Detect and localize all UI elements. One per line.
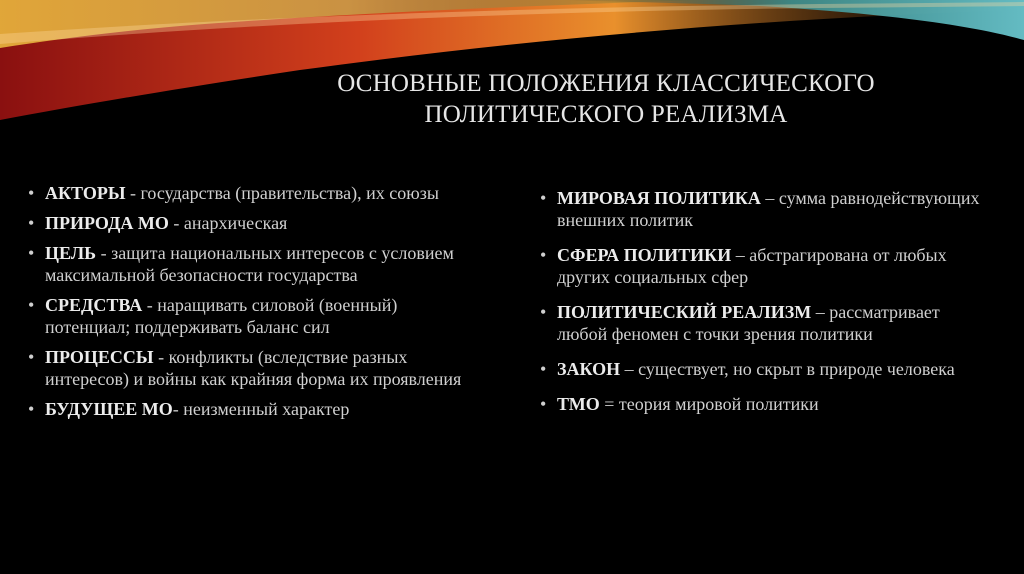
bullet-description: – сумма равнодействующих внешних политик (557, 188, 980, 230)
bullet-item (540, 187, 980, 231)
bullet-description: - анархическая (168, 213, 288, 233)
slide-title-line-1: ОСНОВНЫЕ ПОЛОЖЕНИЯ КЛАССИЧЕСКОГО (337, 70, 875, 97)
bullet-icon: • (28, 295, 35, 315)
bullet-icon: • (540, 302, 547, 322)
bullet-term: ПОЛИТИЧЕСКИЙ РЕАЛИЗМ (557, 302, 812, 322)
right-bullet-list (540, 187, 980, 428)
bullet-item (28, 212, 468, 234)
bullet-item (540, 244, 980, 288)
bullet-term: АКТОРЫ (45, 183, 126, 203)
bullet-description: - государства (правительства), их союзы (125, 183, 439, 203)
bullet-icon: • (28, 347, 35, 367)
bullet-description: - защита национальных интересов с условием максимальной безопасности государства (45, 243, 454, 285)
bullet-item (28, 182, 468, 204)
bullet-description: - наращивать силовой (военный) потенциал; поддерживать баланс сил (45, 295, 398, 337)
bullet-term: ПРИРОДА МО (45, 213, 169, 233)
bullet-term: СФЕРА ПОЛИТИКИ (557, 245, 732, 265)
bullet-description: – рассматривает любой феномен с точки зрения политики (557, 302, 940, 344)
bullet-description: – существует, но скрыт в природе человека (620, 359, 955, 379)
bullet-icon: • (28, 243, 35, 263)
bullet-term: СРЕДСТВА (45, 295, 143, 315)
bullet-term: БУДУЩЕЕ МО (45, 399, 173, 419)
bullet-icon: • (540, 188, 547, 208)
bullet-item (28, 242, 468, 286)
bullet-item (540, 301, 980, 345)
bullet-icon: • (28, 183, 35, 203)
bullet-description: - конфликты (вследствие разных интересов) и войны как крайняя форма их проявления (45, 347, 462, 389)
bullet-item (28, 398, 468, 420)
bullet-term: ЗАКОН (557, 359, 621, 379)
bullet-item (540, 358, 980, 380)
bullet-icon: • (28, 399, 35, 419)
bullet-description: – абстрагирована от любых других социальных сфер (557, 245, 947, 287)
slide-title (250, 68, 962, 130)
left-bullet-list (28, 182, 468, 428)
bullet-description: = теория мировой политики (599, 394, 819, 414)
bullet-item (28, 346, 468, 390)
bullet-term: ПРОЦЕССЫ (45, 347, 154, 367)
bullet-icon: • (28, 213, 35, 233)
bullet-icon: • (540, 359, 547, 379)
bullet-term: МИРОВАЯ ПОЛИТИКА (557, 188, 761, 208)
bullet-description: - неизменный характер (172, 399, 350, 419)
bullet-term: ЦЕЛЬ (45, 243, 97, 263)
bullet-icon: • (540, 245, 547, 265)
bullet-term: ТМО (557, 394, 600, 414)
bullet-item (540, 393, 980, 415)
slide-title-line-2: ПОЛИТИЧЕСКОГО РЕАЛИЗМА (424, 101, 788, 128)
bullet-icon: • (540, 394, 547, 414)
bullet-item (28, 294, 468, 338)
